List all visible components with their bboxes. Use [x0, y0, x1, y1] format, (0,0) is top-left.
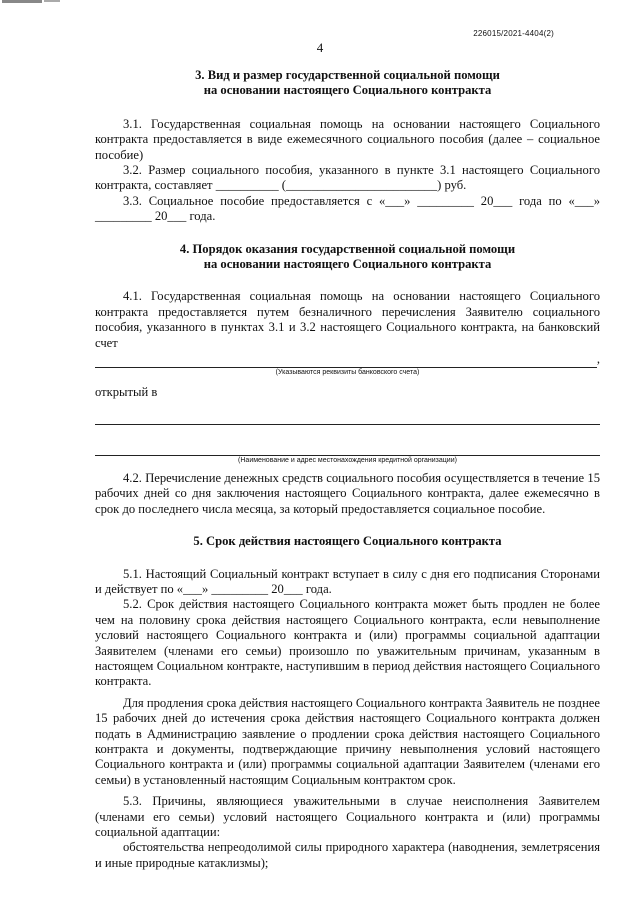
clause-3-2: 3.2. Размер социального пособия, указанного в пункте 3.1 настоящего Социального контракта, составляет __________ (________________________) руб. — [95, 163, 600, 193]
clause-3-1: 3.1. Государственная социальная помощь на основании настоящего Социального контракта предоставляется в виде ежемесячного социального пособия (далее – социальное пособие) — [95, 116, 600, 162]
heading-line: 4. Порядок оказания государственной социальной помощи — [179, 241, 516, 256]
clause-4-1: 4.1. Государственная социальная помощь на основании настоящего Социального контракта предоставляется путем безналичного перечисления Заявителю социального пособия, указанного в пунктах 3.1 и 3.2 настоящего Социального контракта, на банковский счет — [95, 289, 600, 350]
bank-account-line — [95, 353, 597, 368]
section-4-heading — [95, 242, 600, 273]
bank-line-comma: , — [596, 352, 600, 367]
section-5 — [95, 534, 600, 871]
page-number: 4 — [316, 40, 324, 55]
section-4 — [95, 242, 600, 517]
bank-account-caption: (Указываются реквизиты банковского счета) — [275, 368, 420, 376]
scan-artifact — [2, 0, 42, 3]
heading-line: на основании настоящего Социального контракта — [203, 83, 492, 98]
clause-5-1: 5.1. Настоящий Социальный контракт вступает в силу с дня его подписания Сторонами и действует по «___» _________ 20___ года. — [95, 566, 600, 596]
section-3 — [95, 68, 600, 225]
clause-5-3: 5.3. Причины, являющиеся уважительными в случае неисполнения Заявителем (членами его семьи) условий настоящего Социального контракта и (или) программы социальной адаптации: — [95, 794, 600, 840]
clause-5-2-extension: Для продления срока действия настоящего Социального контракта Заявитель не позднее 15 рабочих дней до истечения срока действия настоящего Социального контракта должен подать в Администрацию заявление о продлении срока действия настоящего Социального контракта и документы, подтверждающие причину невыполнения условий настоящего Социального контракта и (или) программы социальной адаптации Заявителем (членами его семьи) в установленный настоящим Социальным контрактом срок. — [95, 695, 600, 787]
clause-5-2: 5.2. Срок действия настоящего Социального контракта может быть продлен не более чем на половину срока действия настоящего Социального контракта, если невыполнение условий настоящего Социального контракта и (или) программы социальной адаптации Заявителем (членами его семьи) произошло по уважительным причинам, указанным в настоящем Социальном контракте, наступившим в период действия настоящего Социального контракта. — [95, 597, 600, 689]
opened-in-label: открытый в — [95, 384, 158, 399]
document-id: 226015/2021-4404(2) — [473, 29, 554, 38]
section-3-heading — [95, 68, 600, 99]
section-5-heading: 5. Срок действия настоящего Социального контракта — [193, 534, 502, 549]
scan-artifact — [44, 0, 60, 2]
heading-line: на основании настоящего Социального контракта — [203, 257, 492, 272]
bank-organization-caption: (Наименование и адрес местонахождения кредитной организации) — [238, 456, 457, 464]
clause-5-3-item: обстоятельства непреодолимой силы природного характера (наводнения, землетрясения и иные природные катаклизмы); — [95, 840, 600, 870]
bank-account-field — [95, 352, 600, 367]
document-body — [95, 68, 600, 871]
heading-line: 3. Вид и размер государственной социальной помощи — [195, 68, 500, 82]
clause-4-2: 4.2. Перечисление денежных средств социального пособия осуществляется в течение 15 рабочих дней со дня заключения настоящего Социального контракта, далее ежемесячно в срок до последнего числа месяца, за который предоставляется социальное пособие. — [95, 470, 600, 516]
clause-3-3: 3.3. Социальное пособие предоставляется с «___» _________ 20___ года по «___» _________ 20___ года. — [95, 193, 600, 224]
bank-name-line-2 — [95, 441, 600, 456]
bank-name-line-1 — [95, 410, 600, 425]
